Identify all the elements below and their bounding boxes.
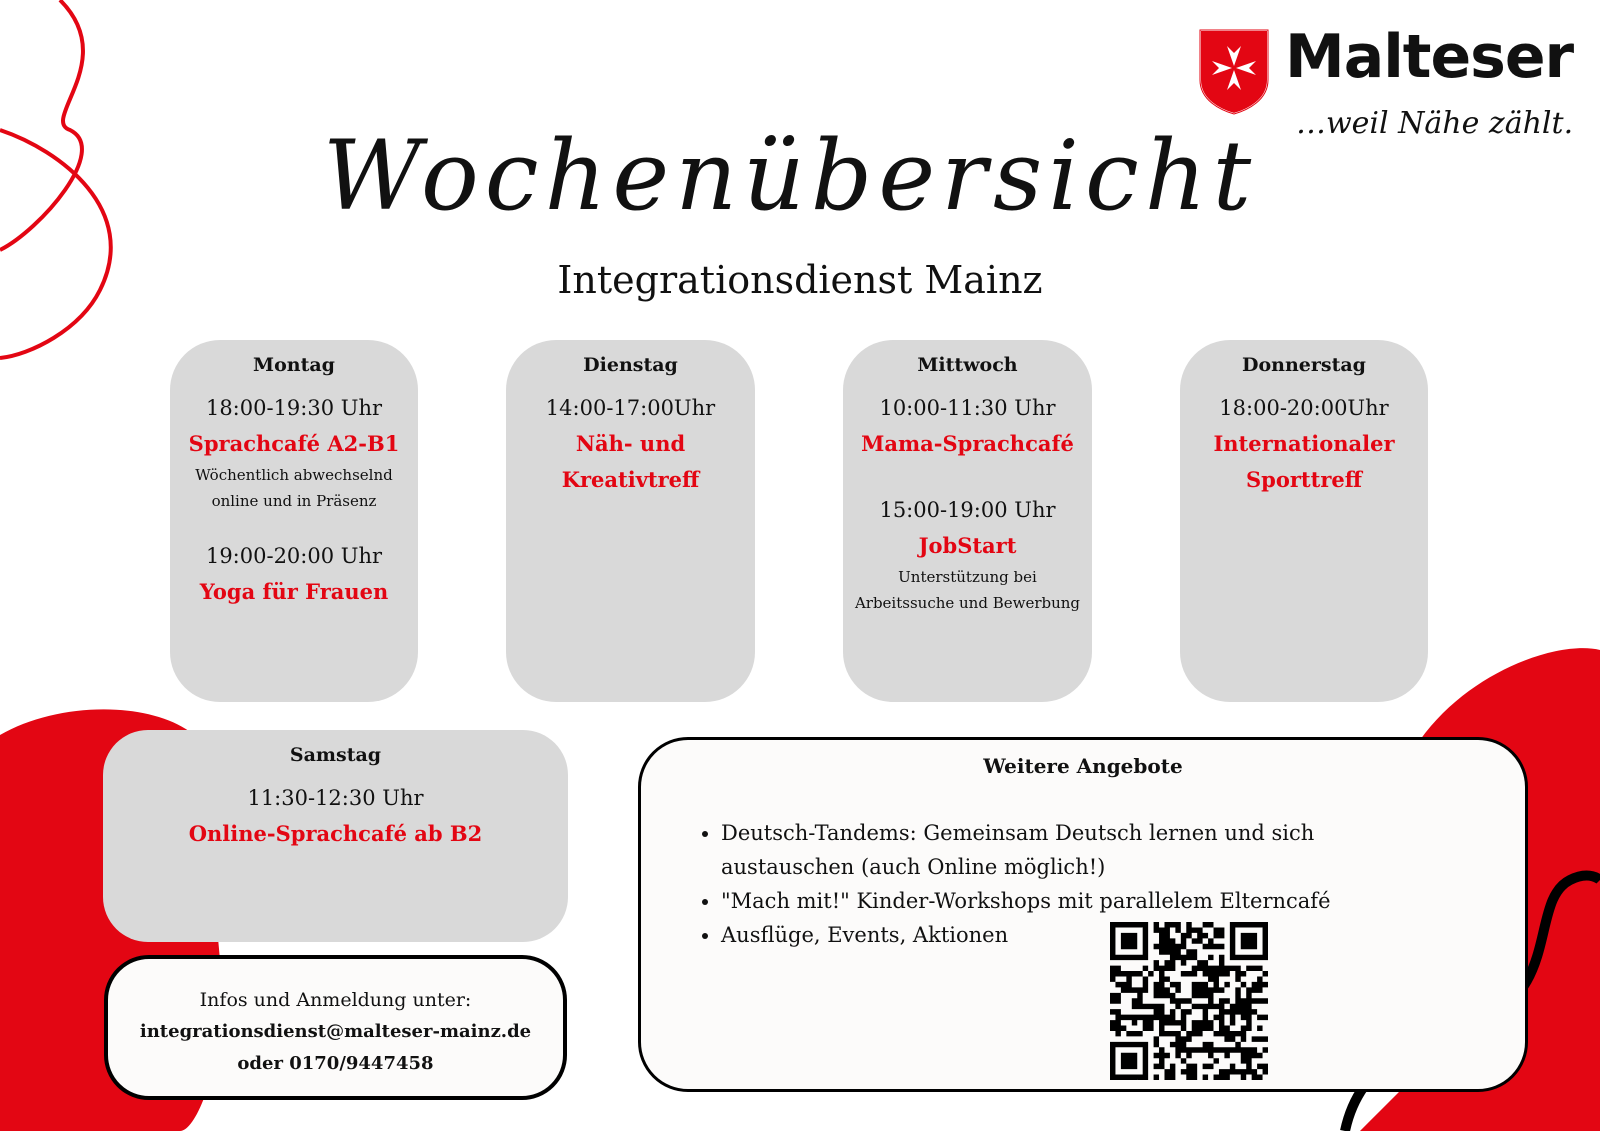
page-title: Wochenübersicht — [322, 120, 1258, 232]
more-offers-box — [638, 737, 1528, 1092]
list-item: • Ausflüge, Events, Aktionen — [721, 918, 1441, 952]
malteser-shield-logo — [1198, 28, 1270, 116]
day-card-donnerstag — [1180, 340, 1428, 702]
event-time: 18:00-20:00Uhr — [1219, 396, 1389, 420]
day-label: Mittwoch — [917, 354, 1018, 376]
event-note: Unterstützung bei — [898, 568, 1037, 586]
list-item: • "Mach mit!" Kinder-Workshops mit parallelem Elterncafé — [721, 884, 1441, 918]
page-subtitle: Integrationsdienst Mainz — [557, 258, 1043, 302]
red-line-decoration — [0, 0, 111, 358]
more-offers-list — [699, 816, 1441, 952]
event-time: 11:30-12:30 Uhr — [247, 786, 424, 810]
event-title: Yoga für Frauen — [199, 579, 389, 604]
event-note: online und in Präsenz — [211, 492, 377, 510]
day-card-montag — [170, 340, 418, 702]
day-label: Donnerstag — [1242, 354, 1366, 376]
more-offers-title: Weitere Angebote — [983, 754, 1183, 778]
event-title: Kreativtreff — [561, 467, 700, 492]
event-time: 18:00-19:30 Uhr — [205, 396, 383, 420]
day-label: Montag — [253, 354, 335, 376]
contact-intro: Infos und Anmeldung unter: — [199, 989, 472, 1011]
event-time: 14:00-17:00Uhr — [545, 396, 716, 420]
contact-email[interactable]: integrationsdienst@malteser-mainz.de — [139, 1021, 532, 1042]
event-title: Sporttreff — [1246, 467, 1362, 492]
logo-brand: Malteser — [1285, 22, 1574, 92]
event-title: Internationaler — [1213, 431, 1395, 456]
event-time: 19:00-20:00 Uhr — [205, 544, 383, 568]
event-title: JobStart — [918, 533, 1017, 558]
day-card-samstag — [103, 730, 568, 942]
event-title: Online-Sprachcafé ab B2 — [188, 821, 483, 846]
qr-modules — [1110, 922, 1268, 1080]
event-title: Mama-Sprachcafé — [861, 431, 1074, 456]
event-title: Näh- und — [575, 431, 686, 456]
day-card-dienstag — [506, 340, 755, 702]
contact-box — [104, 955, 567, 1100]
event-title: Sprachcafé A2-B1 — [188, 431, 400, 456]
event-time: 10:00-11:30 Uhr — [879, 396, 1056, 420]
event-time: 15:00-19:00 Uhr — [879, 498, 1056, 522]
day-label: Samstag — [289, 744, 382, 766]
contact-phone[interactable]: oder 0170/9447458 — [237, 1053, 434, 1074]
day-card-mittwoch — [843, 340, 1092, 702]
qr-code[interactable] — [1110, 922, 1268, 1080]
event-note: Wöchentlich abwechselnd — [195, 466, 393, 484]
list-item: • Deutsch-Tandems: Gemeinsam Deutsch lernen und sich austauschen (auch Online möglich!) — [721, 816, 1441, 884]
logo-tagline: …weil Nähe zählt. — [1296, 106, 1574, 141]
event-note: Arbeitssuche und Bewerbung — [854, 594, 1081, 612]
day-label: Dienstag — [583, 354, 678, 376]
